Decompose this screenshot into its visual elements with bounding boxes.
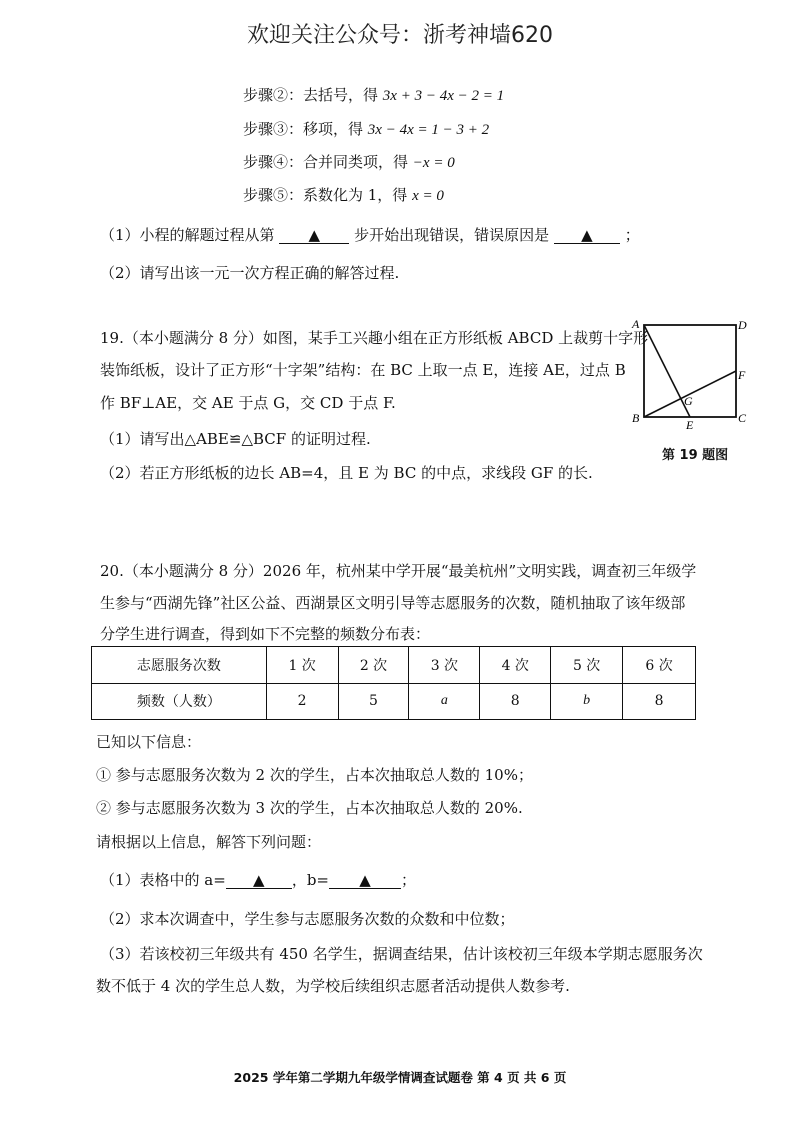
table-header-cell: 4 次	[480, 647, 551, 684]
q20-info-1: ① 参与志愿服务次数为 2 次的学生，占本次抽取总人数的 10%；	[96, 766, 533, 784]
q19-stem-line3: 作 BF⊥AE，交 AE 于点 G，交 CD 于点 F.	[100, 394, 396, 412]
q20-stem-line2: 生参与“西湖先锋”社区公益、西湖景区文明引导等志愿服务的次数，随机抽取了该年级部	[100, 594, 686, 612]
q18-part1-text-c: ；	[624, 226, 640, 244]
step-2	[243, 84, 504, 105]
q20-prompt: 请根据以上信息，解答下列问题：	[96, 833, 322, 851]
table-cell: 频数（人数）	[92, 683, 267, 720]
table-header-cell: 志愿服务次数	[92, 647, 267, 684]
q20-info-2: ② 参与志愿服务次数为 3 次的学生，占本次抽取总人数的 20%.	[96, 799, 523, 817]
q20-part2: （2）求本次调查中，学生参与志愿服务次数的众数和中位数；	[100, 910, 515, 928]
step-label: 步骤⑤：系数化为 1，得	[243, 186, 408, 204]
page-footer: 2025 学年第二学期九年级学情调查试题卷 第 4 页 共 6 页	[233, 1070, 567, 1085]
label-c: C	[738, 411, 747, 425]
q20-part1-text-a: （1）表格中的 a=	[100, 871, 226, 889]
table-header-row	[92, 647, 696, 684]
q19-part2: （2）若正方形纸板的边长 AB=4，且 E 为 BC 的中点，求线段 GF 的长.	[100, 464, 593, 482]
table-header-cell: 6 次	[623, 647, 696, 684]
step-5	[243, 184, 444, 205]
table-cell: a	[409, 683, 480, 720]
answer-blank-1[interactable]: ▲	[279, 227, 349, 244]
table-row	[92, 683, 696, 720]
q20-part1-text-b: ，b=	[291, 871, 329, 889]
table-header-cell: 3 次	[409, 647, 480, 684]
page-header: 欢迎关注公众号：浙考神墙620	[247, 23, 553, 48]
q20-known: 已知以下信息：	[96, 733, 202, 751]
q20-part3-line2: 数不低于 4 次的学生总人数，为学校后续组织志愿者活动提供人数参考.	[96, 977, 570, 995]
q19-part1: （1）请写出△ABE≌△BCF 的证明过程.	[100, 430, 371, 448]
step-expression: 3x − 4x = 1 − 3 + 2	[367, 122, 490, 138]
step-3	[243, 118, 489, 139]
step-label: 步骤④：合并同类项，得	[243, 153, 409, 171]
q20-stem-line1: 20.（本小题满分 8 分）2026 年，杭州某中学开展“最美杭州”文明实践，调查初三年级学	[100, 562, 697, 580]
q18-part1	[100, 224, 640, 245]
step-expression: 3x + 3 − 4x − 2 = 1	[382, 88, 505, 104]
table-cell: 5	[338, 683, 409, 720]
table-cell: 8	[623, 683, 696, 720]
answer-blank-b[interactable]: ▲	[329, 872, 401, 889]
label-e: E	[686, 418, 694, 432]
table-cell: b	[551, 683, 623, 720]
q18-part2: （2）请写出该一元一次方程正确的解答过程.	[100, 264, 400, 282]
label-a: A	[632, 317, 640, 331]
q20-part1-text-c: ；	[401, 871, 417, 889]
step-expression: −x = 0	[412, 155, 455, 171]
step-4	[243, 151, 455, 172]
answer-blank-2[interactable]: ▲	[554, 227, 620, 244]
label-b: B	[632, 411, 640, 425]
table-cell: 8	[480, 683, 551, 720]
table-cell: 2	[266, 683, 338, 720]
q20-part1	[100, 869, 416, 890]
label-f: F	[738, 368, 746, 382]
q18-part1-text-a: （1）小程的解题过程从第	[100, 226, 275, 244]
answer-blank-a[interactable]: ▲	[226, 872, 292, 889]
figure-caption: 第 19 题图	[662, 448, 729, 463]
step-expression: x = 0	[412, 188, 444, 204]
label-d: D	[738, 318, 747, 332]
table-header-cell: 2 次	[338, 647, 409, 684]
q20-part3-line1: （3）若该校初三年级共有 450 名学生，据调查结果，估计该校初三年级本学期志愿服务次	[100, 945, 703, 963]
table-header-cell: 1 次	[266, 647, 338, 684]
q19-stem-line1: 19.（本小题满分 8 分）如图，某手工兴趣小组在正方形纸板 ABCD 上裁剪十字形	[100, 329, 649, 347]
step-label: 步骤③：移项，得	[243, 120, 364, 138]
q18-part1-text-b: 步开始出现错误，错误原因是	[354, 226, 550, 244]
q19-stem-line2: 装饰纸板，设计了正方形“十字架”结构：在 BC 上取一点 E，连接 AE，过点 B	[100, 361, 626, 379]
table-header-cell: 5 次	[551, 647, 623, 684]
label-g: G	[684, 394, 693, 408]
frequency-table	[91, 646, 696, 720]
step-label: 步骤②：去括号，得	[243, 86, 379, 104]
q20-stem-line3: 分学生进行调查，得到如下不完整的频数分布表：	[100, 625, 431, 643]
square-figure	[628, 316, 752, 432]
